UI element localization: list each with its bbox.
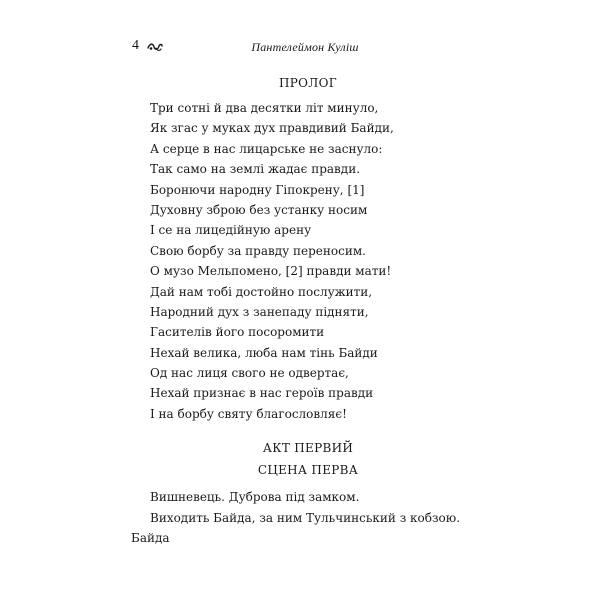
verse-line: Три сотні й два десятки літ минуло, (150, 101, 379, 115)
verse-line: О музо Мельпомено, [2] правди мати! (150, 264, 392, 279)
running-header-author: Пантелеймон Куліш (251, 40, 359, 54)
speaker-name: Байда (131, 531, 170, 545)
verse-line: Нехай признає в нас героїв правди (150, 386, 374, 401)
verse-line: Нехай велика, люба нам тінь Байди (150, 345, 378, 360)
verse-line: Духовну зброю без устанку носим (150, 202, 368, 217)
verse-line: Гасителів його посоромити (150, 325, 325, 340)
act-title: АКТ ПЕРВИЙ (262, 441, 354, 455)
stage-direction: Виходить Байда, за ним Тульчинський з кобзою. (150, 510, 461, 525)
stage-directions (150, 487, 460, 528)
verse-line: Так само на землі жадає правди. (150, 162, 361, 177)
verse-line: Од нас лиця свого не одвертає, (150, 366, 349, 381)
verse-line: І се на лицедійную арену (150, 223, 312, 238)
verse-line: Боронючи народну Гіпокрену, [1] (150, 182, 365, 197)
stage-direction: Вишневець. Дуброва під замком. (150, 490, 360, 504)
verse-line: Свою борбу за правду переносим. (150, 243, 366, 258)
prologue-verse (150, 98, 394, 424)
verse-line: Дай нам тобі достойно послужити, (150, 284, 373, 299)
verse-line: А серце в нас лицарське не заснуло: (150, 141, 383, 156)
verse-line: Народний дух з занепаду підняти, (150, 304, 369, 319)
running-header (120, 38, 490, 58)
verse-line: Як згас у муках дух правдивий Байди, (150, 121, 394, 136)
page-number: 4 (132, 38, 139, 53)
scene-title: СЦЕНА ПЕРВА (257, 463, 359, 477)
verse-line: І на борбу святу благословляє! (150, 406, 347, 421)
prologue-title: ПРОЛОГ (279, 76, 337, 90)
